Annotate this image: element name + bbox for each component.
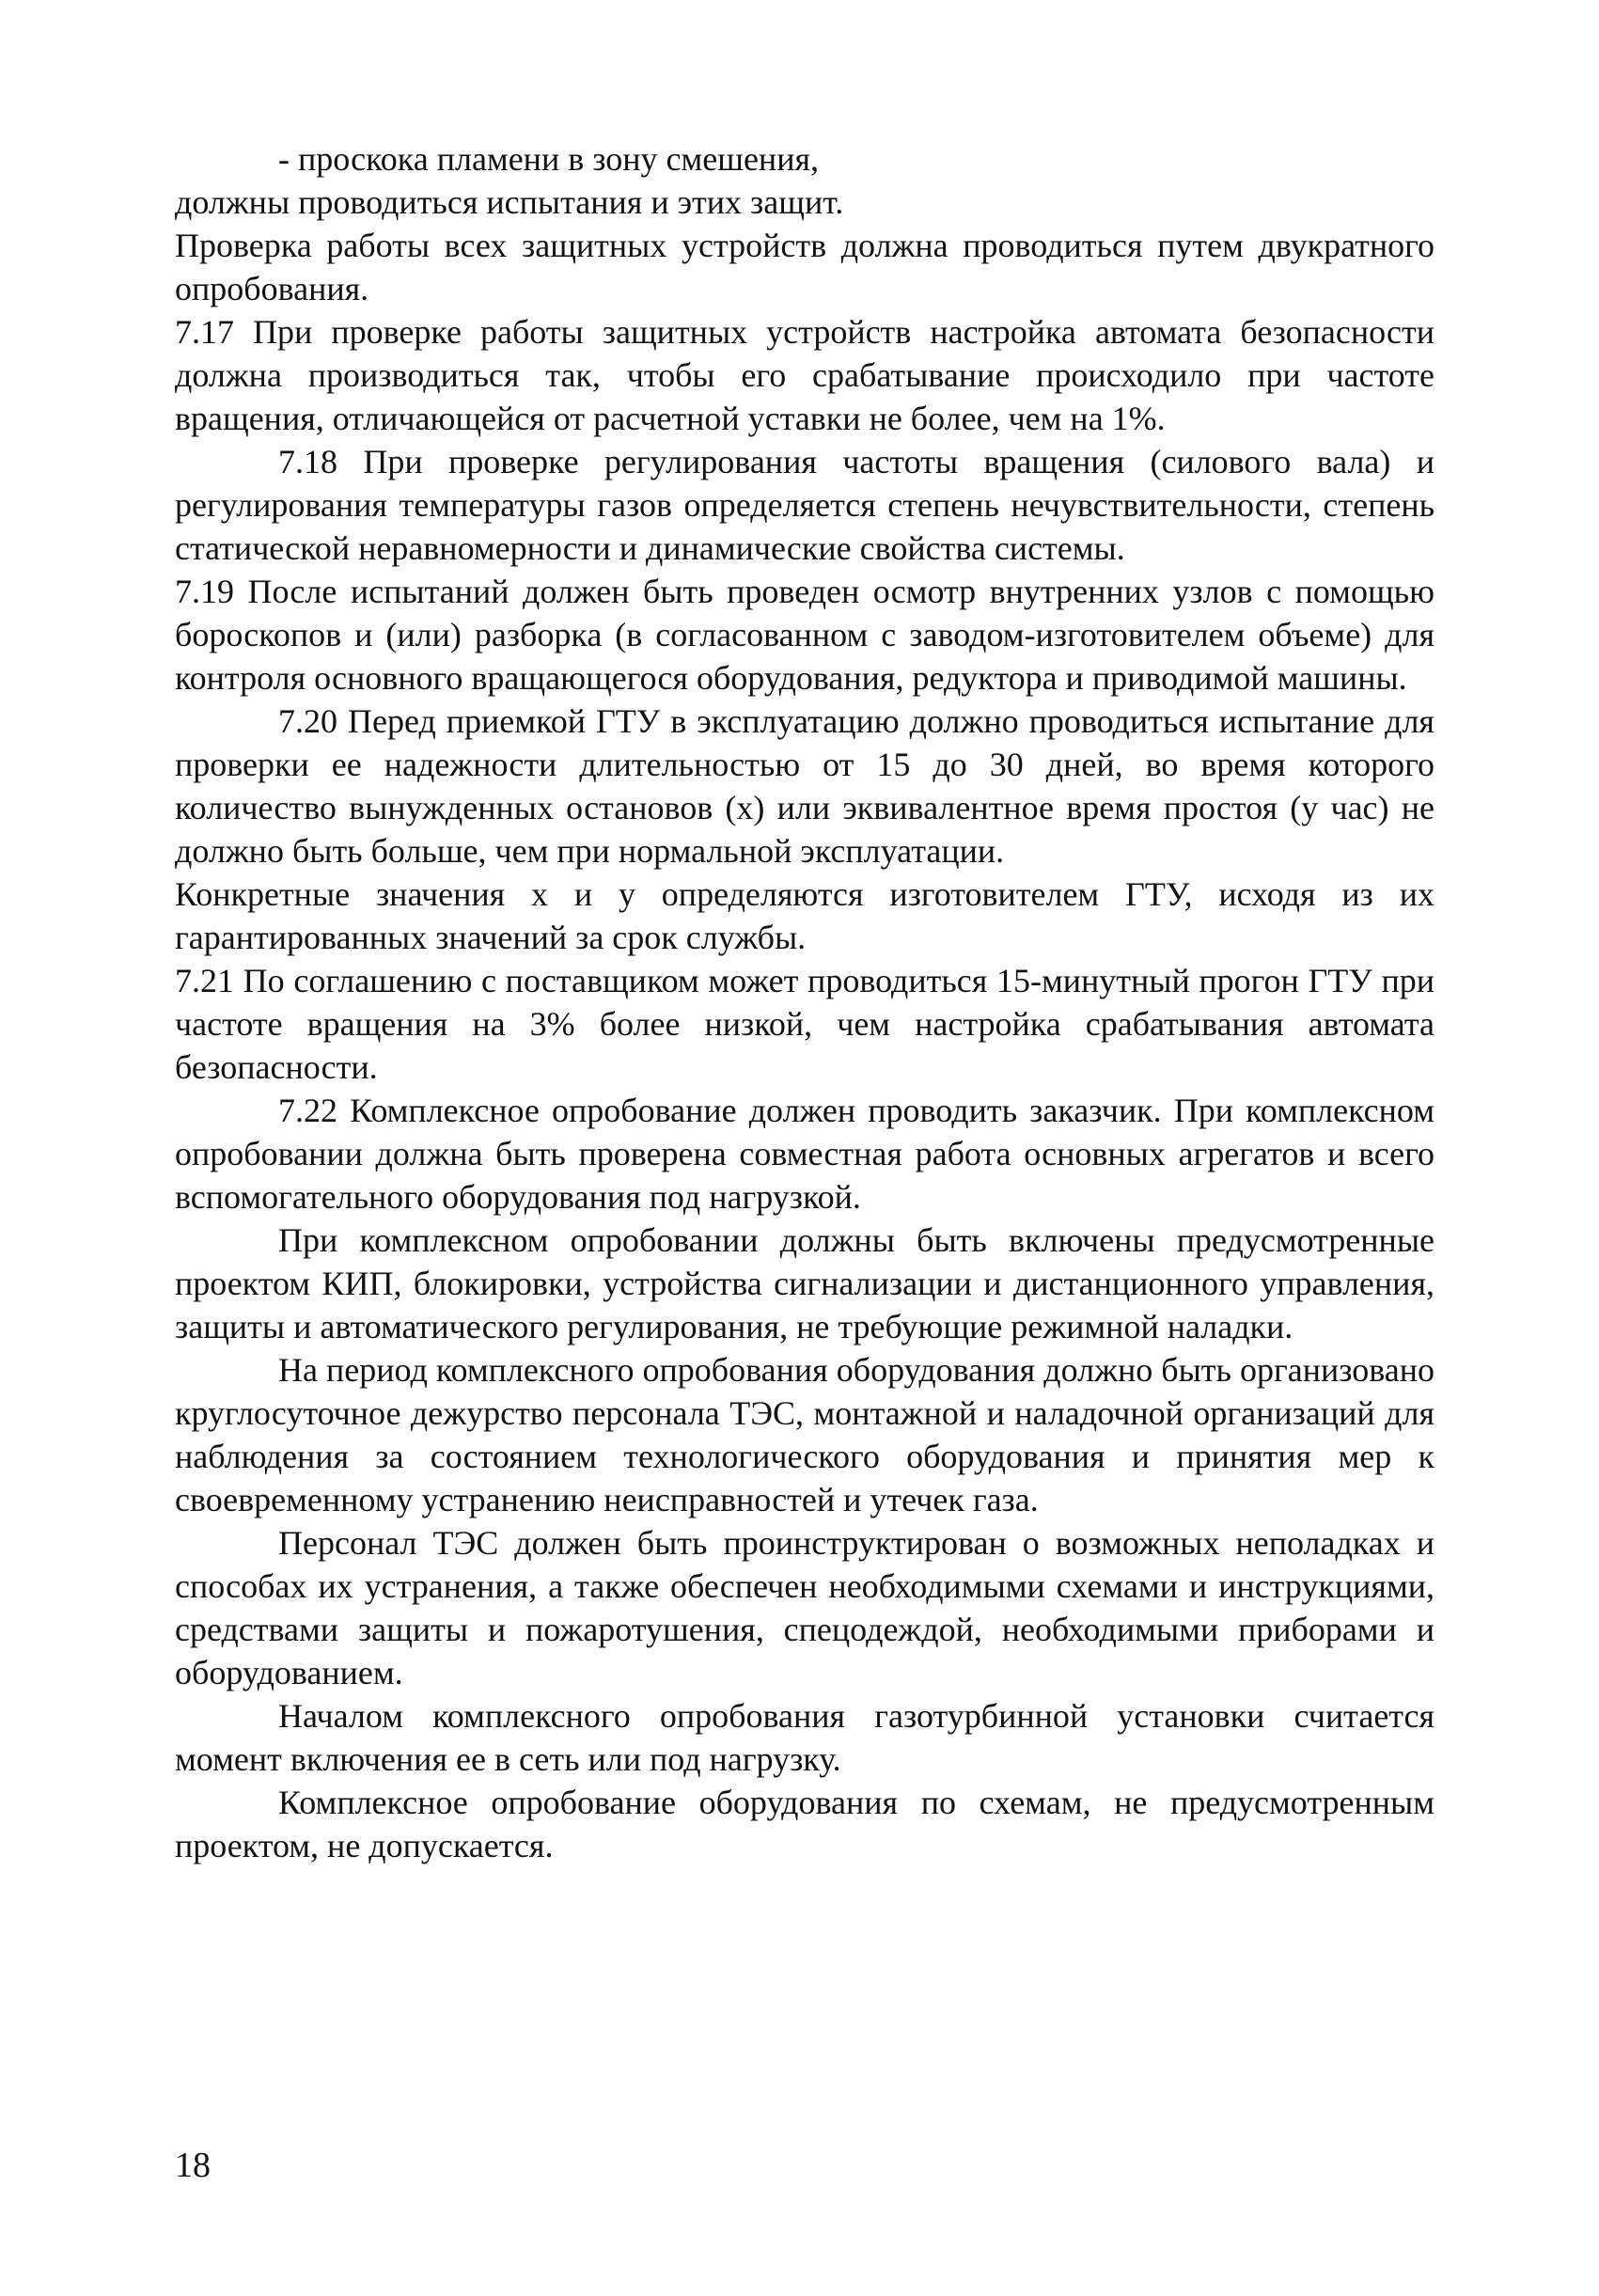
paragraph-3: Проверка работы всех защитных устройств должна проводиться путем двукратного опробования.	[175, 227, 1434, 307]
paragraph-2: должны проводиться испытания и этих защит.	[175, 183, 844, 221]
page-number: 18	[175, 2146, 211, 2185]
paragraph-7-21: 7.21 По соглашению с поставщиком может проводиться 15-минутный прогон ГТУ при частоте вращения на 3% более низкой, чем настройка срабатывания автомата безопасности.	[175, 962, 1434, 1086]
paragraph-7-20: 7.20 Перед приемкой ГТУ в эксплуатацию должно проводиться испытание для проверки ее надежности длительностью от 15 до 30 дней, во время которого количество вынужденных остановов (x) или эквивалентное время простоя (y час) не должно быть больше, чем при нормальной эксплуатации.	[175, 702, 1434, 870]
paragraph-1: - проскока пламени в зону смешения,	[278, 140, 820, 178]
paragraph-7-22: 7.22 Комплексное опробование должен проводить заказчик. При комплексном опробовании должна быть проверена совместная работа основных агрегатов и всего вспомогательного оборудования под нагрузкой.	[175, 1092, 1434, 1216]
paragraph-personnel: Персонал ТЭС должен быть проинструктирован о возможных неполадках и способах их устранения, а также обеспечен необходимыми схемами и инструкциями, средствами защиты и пожаротушения, спецодеждой, необходимыми приборами и оборудованием.	[175, 1524, 1434, 1691]
document-page	[175, 137, 1434, 1867]
paragraph-start-of-test: Началом комплексного опробования газотурбинной установки считается момент включения ее в сеть или под нагрузку.	[175, 1697, 1434, 1778]
paragraph-7-18: 7.18 При проверке регулирования частоты вращения (силового вала) и регулирования температуры газов определяется степень нечувствительности, степень статической неравномерности и динамические свойства системы.	[175, 443, 1434, 567]
paragraph-not-allowed: Комплексное опробование оборудования по схемам, не предусмотренным проектом, не допускается.	[175, 1784, 1434, 1864]
paragraph-complex-test-duty: На период комплексного опробования оборудования должно быть организовано круглосуточное дежурство персонала ТЭС, монтажной и наладочной организаций для наблюдения за состоянием технологического оборудования и принятия мер к своевременному устранению неисправностей и утечек газа.	[175, 1351, 1434, 1518]
paragraph-complex-test-included: При комплексном опробовании должны быть включены предусмотренные проектом КИП, блокировки, устройства сигнализации и дистанционного управления, защиты и автоматического регулирования, не требующие режимной наладки.	[175, 1221, 1434, 1345]
paragraph-values-x-y: Конкретные значения x и y определяются изготовителем ГТУ, исходя из их гарантированных значений за срок службы.	[175, 875, 1434, 956]
paragraph-7-19: 7.19 После испытаний должен быть проведен осмотр внутренних узлов с помощью бороскопов и (или) разборка (в согласованном с заводом-изготовителем объеме) для контроля основного вращающегося оборудования, редуктора и приводимой машины.	[175, 573, 1434, 697]
paragraph-7-17: 7.17 При проверке работы защитных устройств настройка автомата безопасности должна производиться так, чтобы его срабатывание происходило при частоте вращения, отличающейся от расчетной уставки не более, чем на 1%.	[175, 313, 1434, 437]
